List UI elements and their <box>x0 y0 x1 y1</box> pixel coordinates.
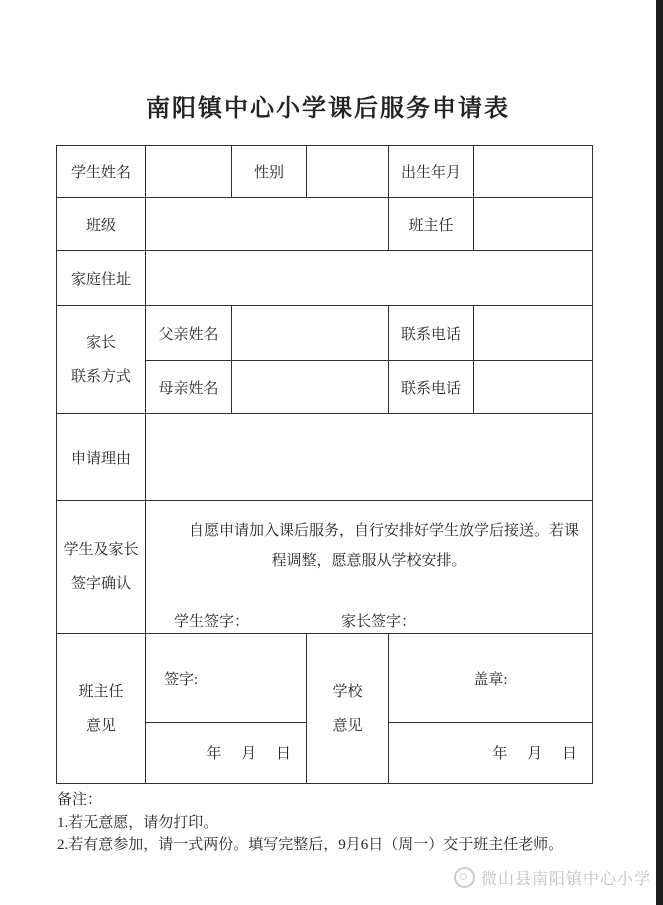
student-name-label: 学生姓名 <box>57 146 146 198</box>
class-value-cell <box>146 198 389 251</box>
father-phone-value-cell <box>474 306 593 361</box>
school-opinion-cell <box>389 634 593 784</box>
teacher-sign-label: 签字: <box>164 671 199 688</box>
parent-signature-label: 家长签字： <box>341 613 417 630</box>
teacher-opinion-cell <box>146 634 307 784</box>
voluntary-statement: 自愿申请加入课后服务，自行安排好学生放学后接送。若课程调整，愿意服从学校安排。 <box>188 522 579 569</box>
row-father-contact <box>57 306 593 361</box>
signature-label-line2: 签字确认 <box>70 576 131 592</box>
gender-value-cell <box>307 146 389 198</box>
row-application-reason <box>57 414 593 501</box>
row-class-info <box>57 198 593 251</box>
birth-date-label: 出生年月 <box>389 146 474 198</box>
school-opinion-label-line1: 学校 <box>332 683 363 700</box>
teacher-opinion-label-line1: 班主任 <box>78 683 124 700</box>
school-date-area <box>389 723 592 783</box>
notes-title: 备注： <box>57 792 103 808</box>
mother-phone-label: 联系电话 <box>389 361 474 414</box>
teacher-date-area <box>146 723 306 783</box>
signature-content-cell <box>146 501 593 634</box>
school-date-label: 年 月 日 <box>492 746 578 762</box>
page-title: 南阳镇中心小学课后服务申请表 <box>146 96 510 122</box>
school-opinion-label-line2: 意见 <box>332 717 363 734</box>
mother-phone-value-cell <box>474 361 593 414</box>
row-student-info <box>57 146 593 198</box>
school-seal-label: 盖章: <box>473 671 508 688</box>
row-signature-confirmation <box>57 501 593 634</box>
application-reason-value-cell <box>146 414 593 501</box>
teacher-opinion-split <box>146 635 306 783</box>
note-item-2: 2.若有意参加，请一式两份。填写完整后，9月6日（周一）交于班主任老师。 <box>57 837 564 853</box>
teacher-date-label: 年 月 日 <box>206 746 292 762</box>
application-reason-label: 申请理由 <box>57 414 146 501</box>
school-watermark-text: 微山县南阳镇中心小学 <box>480 871 651 888</box>
class-label: 班级 <box>57 198 146 251</box>
school-watermark <box>454 866 651 889</box>
school-opinion-label <box>307 634 389 784</box>
notes-block <box>57 789 563 857</box>
school-seal-area <box>389 635 592 723</box>
gender-label: 性别 <box>232 146 307 198</box>
parent-contact-label <box>57 306 146 414</box>
teacher-opinion-label-line2: 意见 <box>85 717 116 734</box>
home-address-label: 家庭住址 <box>57 251 146 306</box>
row-home-address <box>57 251 593 306</box>
teacher-opinion-label <box>57 634 146 784</box>
signature-label-line1: 学生及家长 <box>63 542 139 558</box>
home-address-value-cell <box>146 251 593 306</box>
school-opinion-split <box>389 635 592 783</box>
scan-edge-shadow <box>656 0 663 905</box>
parent-contact-label-line1: 家长 <box>85 334 116 351</box>
mother-name-label: 母亲姓名 <box>146 361 232 414</box>
head-teacher-label: 班主任 <box>389 198 474 251</box>
student-name-value-cell <box>146 146 232 198</box>
signature-line <box>146 610 592 631</box>
note-item-1: 1.若无意愿，请勿打印。 <box>57 814 219 831</box>
head-teacher-value-cell <box>474 198 593 251</box>
parent-contact-label-line2: 联系方式 <box>70 368 131 385</box>
teacher-sign-area <box>146 635 306 723</box>
mother-name-value-cell <box>232 361 389 414</box>
birth-date-value-cell <box>474 146 593 198</box>
signature-confirmation-label <box>57 501 146 634</box>
row-opinions <box>57 634 593 784</box>
student-signature-label: 学生签字： <box>174 613 250 630</box>
father-name-label: 父亲姓名 <box>146 306 232 361</box>
father-name-value-cell <box>232 306 389 361</box>
father-phone-label: 联系电话 <box>389 306 474 361</box>
school-logo-icon <box>454 867 475 888</box>
application-form-table <box>56 145 593 784</box>
